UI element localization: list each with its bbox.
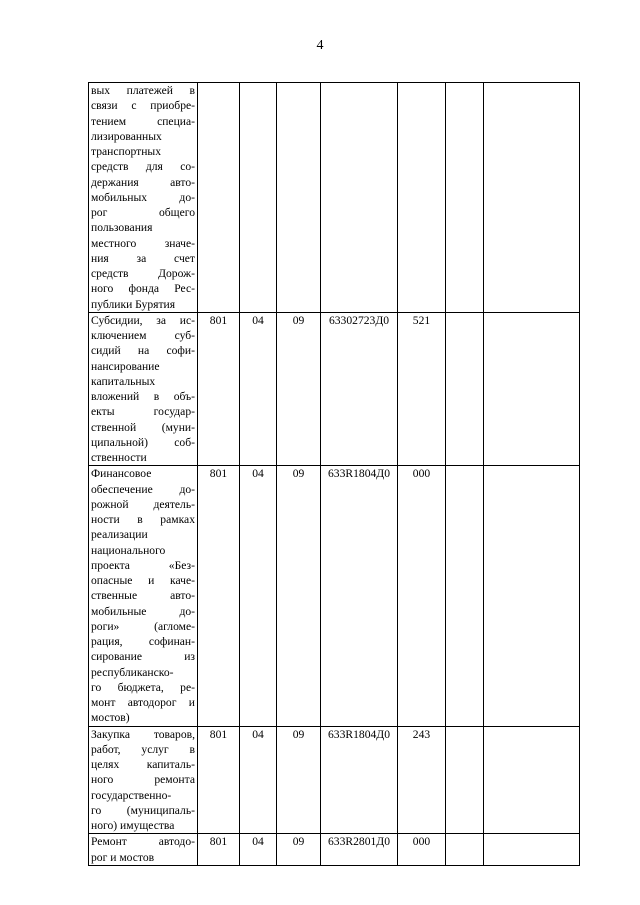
subsection-code-cell: 09 <box>277 834 321 866</box>
row-name-line: транспортных <box>91 145 162 158</box>
table-row <box>89 83 580 313</box>
ministry-code-cell: 801 <box>198 466 240 726</box>
row-name-cell <box>89 726 198 834</box>
row-name-cell <box>89 834 198 866</box>
ministry-code-cell <box>198 83 240 313</box>
section-code-cell: 04 <box>240 312 277 466</box>
row-name-line: национального <box>91 543 166 557</box>
table-row <box>89 312 580 466</box>
row-name-line: го (муниципаль- <box>91 803 195 817</box>
row-name-line: Закупка товаров, <box>91 727 195 741</box>
row-name-line: ключением суб- <box>91 329 195 342</box>
row-name-line: сидий на софи- <box>91 344 195 358</box>
row-name-line: рожной деятель- <box>91 497 195 511</box>
section-code-cell: 04 <box>240 466 277 726</box>
extra-code-cell <box>446 726 484 834</box>
row-name-line: государственно- <box>91 788 172 802</box>
row-name-line: Финансовое <box>91 467 152 481</box>
row-name-line: капитальных <box>91 374 156 388</box>
empty-cell <box>484 83 580 313</box>
row-name-line: рация, софинан- <box>91 635 195 648</box>
row-name-cell <box>89 466 198 726</box>
row-name-line: вых платежей в <box>91 84 195 97</box>
expense-type-cell: 000 <box>398 466 446 726</box>
row-name-line: Субсидии, за ис- <box>91 313 195 327</box>
expense-type-cell <box>398 83 446 313</box>
row-name-line: ного ремонта <box>91 773 195 787</box>
row-name-line: держания авто- <box>91 175 195 189</box>
row-name-line: средств Дорож- <box>91 267 195 280</box>
ministry-code-cell: 801 <box>198 834 240 866</box>
row-name-line: рог общего <box>91 206 195 219</box>
section-code-cell <box>240 83 277 313</box>
row-name-line: рог и мостов <box>91 850 155 864</box>
extra-code-cell <box>446 83 484 313</box>
row-name-line: местного значе- <box>91 236 195 250</box>
expense-type-cell: 000 <box>398 834 446 866</box>
row-name-line: работ, услуг в <box>91 742 195 756</box>
row-name-line: екты государ- <box>91 405 195 419</box>
row-name-line: вложений в объ- <box>91 390 195 403</box>
row-name-line: сирование из <box>91 650 195 664</box>
row-name-line: проекта «Без- <box>91 558 195 572</box>
row-name-line: ного) имущества <box>91 819 175 832</box>
ministry-code-cell: 801 <box>198 312 240 466</box>
row-name-line: мобильных до- <box>91 190 195 204</box>
page-number: 4 <box>316 38 324 53</box>
empty-cell <box>484 466 580 726</box>
row-name-line: обеспечение до- <box>91 482 195 496</box>
section-code-cell: 04 <box>240 834 277 866</box>
expense-type-cell: 521 <box>398 312 446 466</box>
subsection-code-cell: 09 <box>277 726 321 834</box>
target-article-cell: 633R1804Д0 <box>321 466 398 726</box>
subsection-code-cell <box>277 83 321 313</box>
row-name-line: пользования <box>91 221 153 235</box>
subsection-code-cell: 09 <box>277 466 321 726</box>
budget-table <box>88 82 580 866</box>
table-row <box>89 726 580 834</box>
row-name-line: связи с приобре- <box>91 99 195 113</box>
row-name-line: ственные авто- <box>91 589 195 603</box>
row-name-line: публики Бурятия <box>91 297 176 311</box>
target-article-cell: 633R2801Д0 <box>321 834 398 866</box>
row-name-line: опасные и каче- <box>91 574 195 587</box>
row-name-line: ния за счет <box>91 251 195 265</box>
row-name-line: ципальной) соб- <box>91 435 195 449</box>
subsection-code-cell: 09 <box>277 312 321 466</box>
row-name-line: нансирование <box>91 359 160 373</box>
expense-type-cell: 243 <box>398 726 446 834</box>
target-article-cell: 63302723Д0 <box>321 312 398 466</box>
row-name-line: ного фонда Рес- <box>91 282 195 296</box>
table-row <box>89 834 580 866</box>
row-name-line: тением специа- <box>91 114 195 128</box>
extra-code-cell <box>446 466 484 726</box>
row-name-line: го бюджета, ре- <box>91 680 195 694</box>
row-name-line: ственности <box>91 451 147 464</box>
target-article-cell <box>321 83 398 313</box>
row-name-line: мостов) <box>91 711 130 725</box>
row-name-line: ности в рамках <box>91 513 195 526</box>
empty-cell <box>484 834 580 866</box>
extra-code-cell <box>446 312 484 466</box>
ministry-code-cell: 801 <box>198 726 240 834</box>
table-body <box>89 83 580 866</box>
row-name-line: целях капиталь- <box>91 758 195 771</box>
row-name-cell <box>89 83 198 313</box>
row-name-line: средств для со- <box>91 160 195 174</box>
row-name-line: роги» (агломе- <box>91 619 195 633</box>
row-name-line: Ремонт автодо- <box>91 835 195 849</box>
row-name-cell <box>89 312 198 466</box>
row-name-line: республиканско- <box>91 665 174 679</box>
row-name-line: лизированных <box>91 129 162 143</box>
empty-cell <box>484 726 580 834</box>
row-name-line: ственной (муни- <box>91 420 195 434</box>
target-article-cell: 633R1804Д0 <box>321 726 398 834</box>
table-row <box>89 466 580 726</box>
empty-cell <box>484 312 580 466</box>
row-name-line: мобильные до- <box>91 604 195 618</box>
extra-code-cell <box>446 834 484 866</box>
row-name-line: реализации <box>91 528 148 542</box>
section-code-cell: 04 <box>240 726 277 834</box>
row-name-line: монт автодорог и <box>91 696 195 709</box>
